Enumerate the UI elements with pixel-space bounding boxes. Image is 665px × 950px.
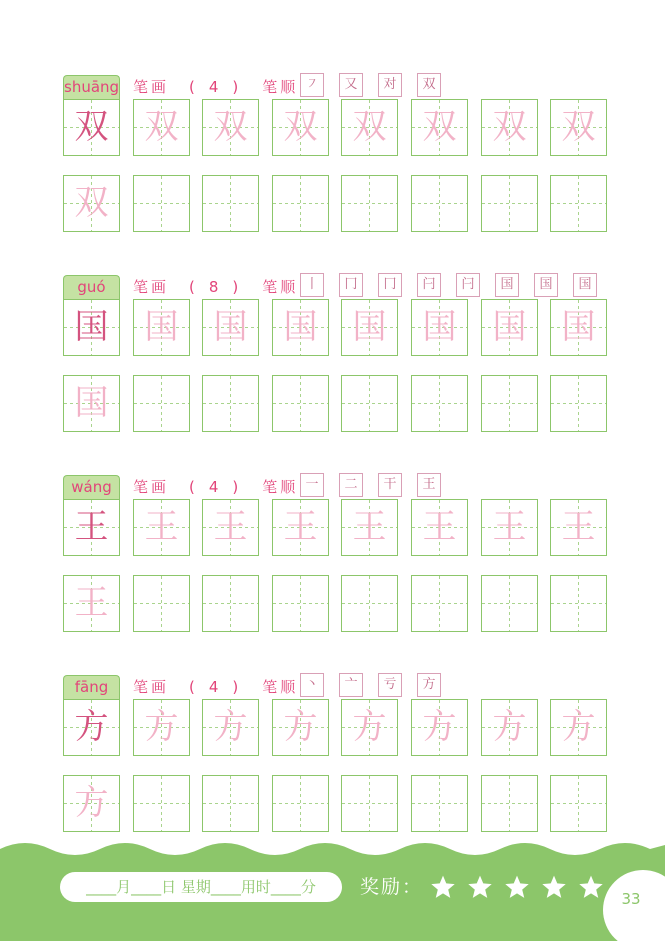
stroke-step-box: 闩 [456,273,480,297]
stroke-step-box: ㇇ [300,73,324,97]
stroke-order [300,273,612,297]
stroke-step-box: 方 [417,673,441,697]
practice-cell[interactable] [481,299,538,356]
trace-character: 王 [422,507,457,547]
trace-character: 方 [561,707,596,747]
star-icon[interactable] [541,872,567,902]
pinyin-tab: wáng [63,475,120,499]
stroke-step-box: 国 [495,273,519,297]
practice-cell[interactable] [133,775,190,832]
star-icon[interactable] [504,872,530,902]
practice-cell[interactable] [411,375,468,432]
practice-cell[interactable] [63,99,120,156]
trace-character: 方 [213,707,248,747]
practice-cell[interactable] [341,499,398,556]
practice-cell[interactable] [133,575,190,632]
stroke-step-box: 闩 [417,273,441,297]
practice-cell[interactable] [411,575,468,632]
practice-cell[interactable] [63,775,120,832]
stroke-info [133,77,298,97]
trace-character: 方 [492,707,527,747]
stroke-count: 8 [208,278,219,296]
order-label: 笔顺 [262,78,299,96]
practice-cell[interactable] [481,499,538,556]
star-icon[interactable] [467,872,493,902]
date-fill-line: ____月____日 星期____用时____分 [60,872,342,902]
strokes-label: 笔画 [133,478,170,496]
order-label: 笔顺 [262,478,299,496]
practice-cell[interactable] [481,699,538,756]
practice-cell[interactable] [272,299,329,356]
character-block [63,275,608,435]
practice-cell[interactable] [411,99,468,156]
practice-cell[interactable] [63,175,120,232]
practice-cell[interactable] [202,699,259,756]
stroke-step-box: 王 [417,473,441,497]
trace-character: 国 [352,307,387,347]
practice-cell[interactable] [272,499,329,556]
practice-cell[interactable] [341,299,398,356]
trace-character: 双 [422,107,457,147]
practice-cell[interactable] [481,175,538,232]
stroke-count: 4 [208,78,219,96]
paren-close: ) [232,78,239,96]
paren-close: ) [232,278,239,296]
trace-character: 双 [213,107,248,147]
page-number: 33 [621,890,641,908]
strokes-label: 笔画 [133,678,170,696]
trace-character: 国 [213,307,248,347]
trace-character: 双 [492,107,527,147]
model-character: 方 [74,707,109,747]
trace-character: 方 [422,707,457,747]
order-label: 笔顺 [262,278,299,296]
trace-character: 王 [144,507,179,547]
practice-cell[interactable] [133,375,190,432]
trace-character: 王 [283,507,318,547]
trace-character: 方 [74,783,109,823]
practice-cell[interactable] [202,299,259,356]
trace-character: 国 [283,307,318,347]
practice-cell[interactable] [550,99,607,156]
trace-character: 国 [74,383,109,423]
character-block [63,475,608,635]
stroke-step-box: 冂 [339,273,363,297]
trace-character: 王 [352,507,387,547]
reward-stars [430,872,615,902]
practice-cell[interactable] [411,299,468,356]
stroke-count: 4 [208,678,219,696]
practice-cell[interactable] [481,775,538,832]
practice-cell[interactable] [63,375,120,432]
stroke-step-box: 丨 [300,273,324,297]
practice-cell[interactable] [550,299,607,356]
practice-cell[interactable] [341,775,398,832]
model-character: 王 [74,507,109,547]
practice-cell[interactable] [481,99,538,156]
stroke-order [300,73,456,97]
practice-cell[interactable] [63,575,120,632]
trace-character: 方 [283,707,318,747]
practice-cell[interactable] [133,699,190,756]
practice-cell[interactable] [481,575,538,632]
practice-cell[interactable] [133,175,190,232]
stroke-step-box: 丶 [300,673,324,697]
stroke-info [133,477,298,497]
trace-character: 方 [144,707,179,747]
paren-close: ) [232,478,239,496]
trace-character: 王 [74,583,109,623]
practice-cell[interactable] [341,575,398,632]
trace-character: 国 [561,307,596,347]
paren-open: ( [189,478,195,496]
practice-cell[interactable] [202,775,259,832]
practice-cell[interactable] [63,499,120,556]
practice-cell[interactable] [550,175,607,232]
practice-cell[interactable] [550,775,607,832]
trace-character: 王 [492,507,527,547]
trace-character: 王 [561,507,596,547]
practice-cell[interactable] [341,375,398,432]
trace-character: 双 [561,107,596,147]
model-character: 双 [74,107,109,147]
practice-cell[interactable] [63,699,120,756]
stroke-step-box: 国 [573,273,597,297]
practice-cell[interactable] [550,499,607,556]
pinyin-tab: shuāng [63,75,120,99]
practice-cell[interactable] [272,775,329,832]
stroke-step-box: 亏 [378,673,402,697]
practice-cell[interactable] [202,99,259,156]
practice-cell[interactable] [202,175,259,232]
trace-character: 王 [213,507,248,547]
practice-cell[interactable] [550,699,607,756]
stroke-count: 4 [208,478,219,496]
stroke-info [133,277,298,297]
star-icon[interactable] [578,872,604,902]
trace-character: 国 [144,307,179,347]
character-block [63,75,608,235]
practice-cell[interactable] [202,575,259,632]
trace-character: 双 [144,107,179,147]
practice-cell[interactable] [411,775,468,832]
trace-character: 双 [283,107,318,147]
practice-cell[interactable] [550,375,607,432]
character-block [63,675,608,835]
pinyin-tab: fāng [63,675,120,699]
practice-cell[interactable] [272,375,329,432]
strokes-label: 笔画 [133,78,170,96]
stroke-info [133,677,298,697]
pinyin-tab: guó [63,275,120,299]
stroke-step-box: 双 [417,73,441,97]
star-icon[interactable] [430,872,456,902]
stroke-step-box: 国 [534,273,558,297]
practice-cell[interactable] [272,575,329,632]
practice-cell[interactable] [202,499,259,556]
stroke-step-box: 又 [339,73,363,97]
practice-cell[interactable] [272,175,329,232]
trace-character: 国 [492,307,527,347]
practice-cell[interactable] [411,175,468,232]
stroke-order [300,473,456,497]
stroke-step-box: 对 [378,73,402,97]
stroke-order [300,673,456,697]
practice-cell[interactable] [481,375,538,432]
stroke-step-box: 一 [300,473,324,497]
stroke-step-box: 亠 [339,673,363,697]
stroke-step-box: 干 [378,473,402,497]
paren-close: ) [232,678,239,696]
practice-cell[interactable] [341,99,398,156]
practice-cell[interactable] [272,699,329,756]
strokes-label: 笔画 [133,278,170,296]
trace-character: 双 [352,107,387,147]
model-character: 国 [74,307,109,347]
stroke-step-box: 二 [339,473,363,497]
practice-cell[interactable] [341,699,398,756]
trace-character: 国 [422,307,457,347]
practice-cell[interactable] [272,99,329,156]
stroke-step-box: 冂 [378,273,402,297]
practice-cell[interactable] [63,299,120,356]
practice-cell[interactable] [133,499,190,556]
paren-open: ( [189,678,195,696]
practice-cell[interactable] [550,575,607,632]
practice-cell[interactable] [341,175,398,232]
practice-cell[interactable] [202,375,259,432]
practice-cell[interactable] [133,299,190,356]
order-label: 笔顺 [262,678,299,696]
paren-open: ( [189,278,195,296]
practice-cell[interactable] [133,99,190,156]
paren-open: ( [189,78,195,96]
practice-cell[interactable] [411,699,468,756]
practice-cell[interactable] [411,499,468,556]
trace-character: 方 [352,707,387,747]
reward-label: 奖励： [360,876,424,898]
trace-character: 双 [74,183,109,223]
